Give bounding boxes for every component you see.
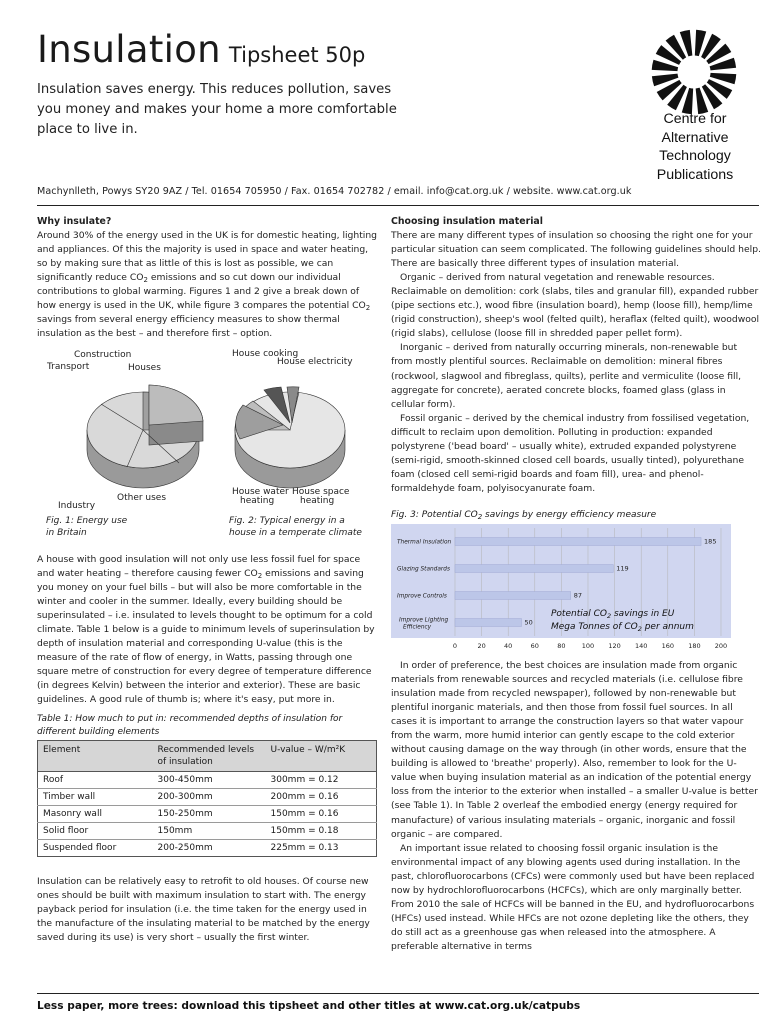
sunburst-logo [648, 26, 740, 118]
publisher-name [640, 110, 750, 184]
x-tick-label: 180 [688, 642, 701, 650]
value-label: 185 [704, 537, 717, 546]
table-cell: 300-450mm [153, 772, 266, 789]
table-cell: 200-300mm [153, 789, 266, 806]
x-tick-label: 60 [530, 642, 539, 650]
title-sub: Tipsheet 50p [228, 43, 366, 67]
pie2-label-water-2: heating [240, 496, 275, 506]
table-cell: Solid floor [38, 823, 153, 840]
right-column [391, 215, 761, 496]
publisher-line: Publications [656, 166, 734, 183]
table-cell: 200-250mm [153, 840, 266, 857]
choose-paragraph: There are many different types of insulation so choosing the right one for your particular situation can seem complicated. The following guidelines should help. There are basically three different types of insulation material. [391, 230, 761, 270]
value-label: 119 [616, 564, 629, 573]
category-label: Improve Lighting [399, 617, 449, 624]
x-tick-label: 100 [581, 642, 595, 650]
table-cell: 150mm [153, 823, 266, 840]
table-cell: 200mm = 0.16 [266, 789, 377, 806]
category-label: Glazing Standards [397, 566, 450, 573]
table-header: Recommended levels of insulation [153, 741, 266, 772]
table-cell: 300mm = 0.12 [266, 772, 377, 789]
chart-legend-line1: Potential $CO_2$ savings in EU [551, 609, 675, 620]
pie1-label-construction: Construction [74, 350, 132, 360]
table-cell: Masonry wall [38, 806, 153, 823]
table-row [38, 772, 377, 789]
fossil-paragraph: Fossil organic – derived by the chemical industry from fossilised vegetation, difficult to reclaim upon demolition. Polluting in production: expanded polystyrene ('bead board' – usually white), extruded expanded polystyrene (semi-rigid, smooth-skinned closed cell boards, usually tinted), polyurethane foam (closed cell semi-rigid boards and foam fill), urea- and phenol- formaldehyde foam, polyisocyanurate foam. [391, 412, 750, 494]
chart-legend-line2: Mega Tonnes of $CO_2$ per annum [551, 622, 694, 633]
right-lower-text [391, 659, 761, 954]
pie-chart-house-energy [232, 349, 353, 506]
why-paragraph: Around 30% of the energy used in the UK is for domestic heating, lighting and appliances. Of this the majority is used in space and water heating, so by making sure that as little of this is lost as possible, we can significantly reduce $CO_2$ emissions and so cut down our individual contributions to global warming. Figures 1 and 2 give a break down of how energy is used in the UK, while figure 3 compares the potential $CO_2$ savings from several energy efficiency measures to show thermal insulation as the best – and therefore first – option. [37, 230, 378, 340]
table-header-row [38, 741, 377, 772]
x-tick-label: 80 [557, 642, 566, 650]
why-heading: Why insulate? [37, 216, 112, 227]
table-row [38, 840, 377, 857]
table-cell: Suspended floor [38, 840, 153, 857]
table-row [38, 789, 377, 806]
pie2-label-space-1: House space [292, 487, 350, 497]
inorganic-paragraph: Inorganic – derived from naturally occurring minerals, non-renewable but from mostly plentiful sources. Reclaimable on demolition: mineral fibres (rockwool, slagwool and fibreglass, quilts), perlite and vermiculite (loose fill, aggregate for concrete), aerated concrete blocks, foamed glass (glass in cellular form). [391, 342, 742, 410]
co2-savings-bar-chart [391, 524, 731, 652]
table-cell: 150mm = 0.16 [266, 806, 377, 823]
value-label: 87 [573, 591, 582, 600]
preference-paragraph: In order of preference, the best choices are insulation made from organic materials from renewable sources and recycled materials (i.e. cellulose fibre insulation made from recycled newspaper), followed by non-renewable but plentiful inorganic materials, and then those from fossil fuel sources. In all cases it is important to arrange the construction layers so that water vapour from the warm, more humid interior can gently escape to the cold exterior without causing damage on the way through (in other words, ensure that the building is allowed to 'breathe' properly). Also, remember to look for the U-value when buying insulation material as an indication of the potential energy loss from the interior to the exterior when installed – a smaller U-value is better (see Table 1). In Table 2 overleaf the embodied energy (energy required for manufacture) of various insulating materials – organic, inorganic and fossil organic – are compared. [391, 660, 758, 840]
title-main: Insulation [37, 28, 221, 71]
table-cell: 150-250mm [153, 806, 266, 823]
publisher-line: Technology [659, 148, 731, 164]
x-tick-label: 120 [608, 642, 621, 650]
x-tick-label: 20 [477, 642, 486, 650]
table-caption: Table 1: How much to put in: recommended depths of insulation for different building elements [37, 714, 343, 737]
x-tick-label: 160 [661, 642, 675, 650]
table-cell: 225mm = 0.13 [266, 840, 377, 857]
intro-text: Insulation saves energy. This reduces pollution, saves you money and makes your home a more comfortable place to live in. [37, 82, 397, 137]
table-row [38, 806, 377, 823]
retrofit-paragraph: Insulation can be relatively easy to retrofit to old houses. Of course new ones should be built with maximum insulation to start with. The energy payback period for insulation (i.e. the time taken for the energy used in the manufacture of the insulating material to be matched by the energy saved during its use) is very short – usually the first winter. [37, 876, 370, 944]
footer-rule [37, 993, 759, 994]
pie1-label-houses: Houses [128, 363, 161, 373]
bar [455, 619, 522, 627]
house-paragraph: A house with good insulation will not only use less fossil fuel for space and water heating – therefore causing fewer $CO_2$ emissions and saving you money on your fuel bills – but will also be more comfortable in the winter and cooler in the summer. Ideally, every building should be superinsulated – i.e. insulated to levels thought to be optimum for a cold climate. Table 1 below is a guide to minimum levels of superinsulation by depth of insulation material and corresponding U-value (this is the measure of the rate of flow of energy, in Watts, passing through one square metre of construction for every degree of temperature difference (in degrees Kelvin) between the interior and exterior). These are basic guidelines. A good rule of thumb is; where it's easy, put more in. [37, 554, 375, 706]
footer-text: Less paper, more trees: download this tipsheet and other titles at www.cat.org.uk/catpubs [37, 1000, 581, 1012]
table-header: Element [38, 741, 153, 772]
pie1-label-transport: Transport [47, 362, 90, 372]
x-tick-label: 140 [634, 642, 648, 650]
bar [455, 592, 571, 600]
fig2-caption: Fig. 2: Typical energy in a house in a temperate climate [229, 516, 362, 538]
x-tick-label: 40 [504, 642, 513, 650]
value-label: 50 [524, 618, 533, 627]
x-tick-label: 0 [452, 642, 458, 650]
bar [455, 565, 613, 573]
contact-line: Machynlleth, Powys SY20 9AZ / Tel. 01654 705950 / Fax. 01654 702782 / email. info@cat.org.uk / website. www.cat.org.uk [37, 186, 632, 197]
bar [455, 538, 701, 546]
pie1-label-other: Other uses [117, 493, 167, 503]
table-header: U-value – W/m²K [266, 741, 377, 772]
blowing-agents-paragraph: An important issue related to choosing fossil organic insulation is the environmental impact of any blowing agents used during installation. In the past, chlorofluorocarbons (CFCs) were commonly used but have been replaced now by hydrochlorofluorocarbons (HCFCs), which are only marginally better. From 2010 the sale of HCFCs will be banned in the EU, and hydrofluorocarbons (HFCs) used instead. While HFCs are not ozone depleting like the others, they do still act as a greenhouse gas when released into the atmosphere. A preferable alternative in terms [391, 842, 755, 952]
publisher-line: Alternative [661, 129, 729, 146]
page-title [37, 28, 365, 71]
pie2-label-electricity: House electricity [277, 357, 353, 367]
table-cell: Roof [38, 772, 153, 789]
left-column [37, 215, 377, 341]
pie2-label-water-1: House water [232, 487, 289, 497]
category-label: Thermal Insulation [397, 539, 452, 546]
x-tick-label: 200 [714, 642, 728, 650]
table-cell: Timber wall [38, 789, 153, 806]
fig3-caption: Fig. 3: Potential $CO_2$ savings by energy efficiency measure [391, 510, 657, 521]
insulation-table [37, 740, 377, 857]
pie1-label-industry: Industry [58, 501, 96, 511]
pie2-label-space-2: heating [300, 496, 335, 506]
header-rule [37, 205, 759, 206]
pie2-label-cooking: House cooking [232, 349, 299, 359]
pie-chart-energy-use-britain [46, 350, 203, 511]
publisher-line: Centre for [663, 111, 727, 127]
fig1-caption: Fig. 1: Energy use in Britain [46, 516, 128, 538]
table-row [38, 823, 377, 840]
choose-heading: Choosing insulation material [391, 216, 543, 227]
category-label: Improve Controls [397, 593, 447, 600]
organic-paragraph: Organic – derived from natural vegetation and renewable resources. Reclaimable on demolition: cork (slabs, tiles and granular fill), expanded rubber (pipe sections etc.), wood fibre (insulation board), hemp (loose fill), hemp/lime (rigid construction), sheep's wool (felted quilt), heraflax (felted quilt), woodwool (rigid slabs), cellulose (loose fill in shredded paper pellet form). [391, 272, 760, 340]
category-label: Efficiency [403, 624, 432, 631]
table-cell: 150mm = 0.18 [266, 823, 377, 840]
